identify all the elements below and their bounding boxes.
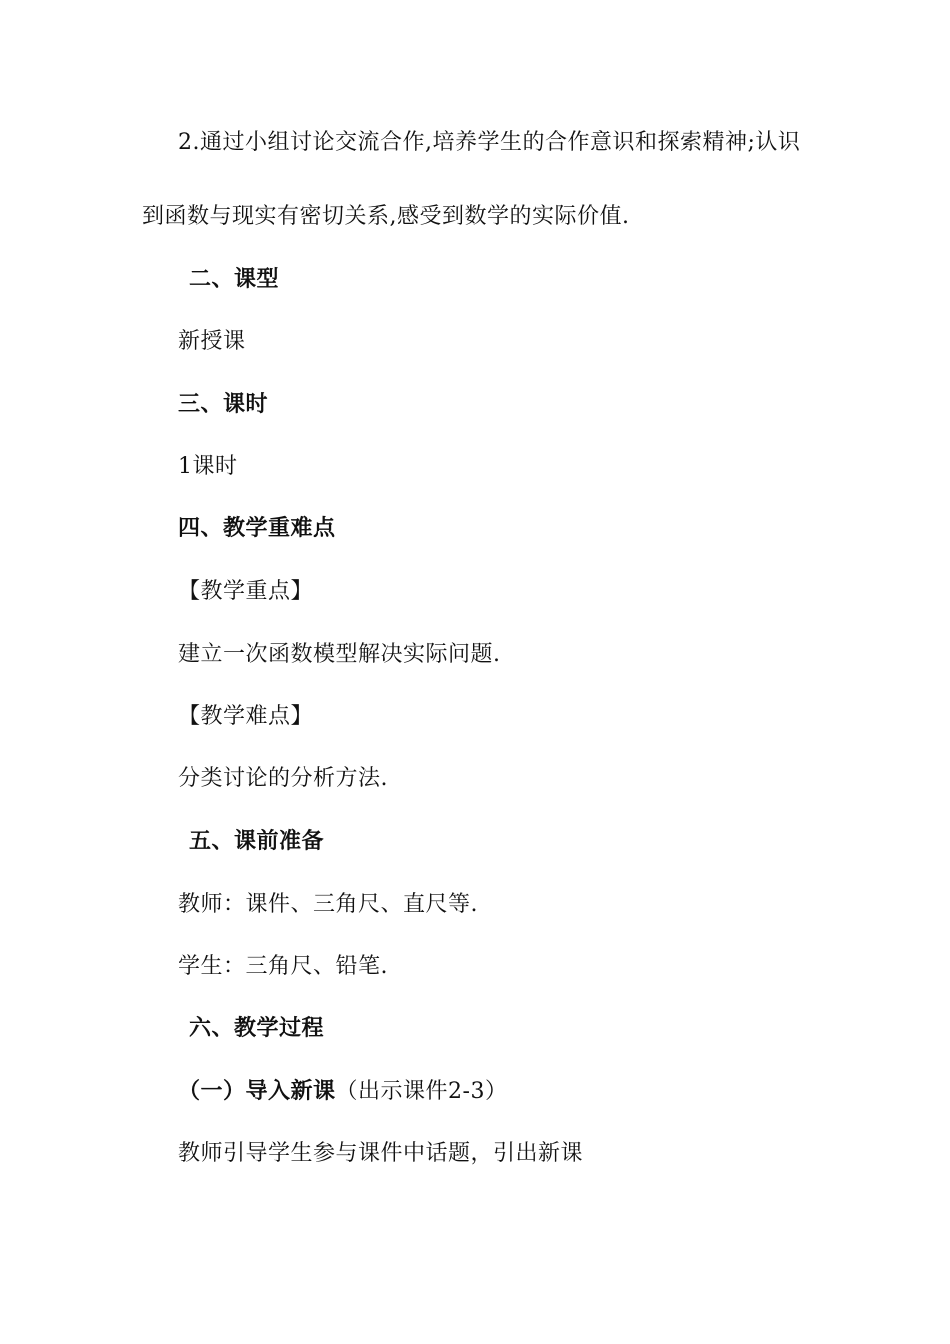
course-type-value: 新授课 [178,329,246,354]
teacher-preparation: 教师：课件、三角尺、直尺等. [178,892,478,917]
heading-preparation: 五、课前准备 [189,829,325,854]
heading-course-type: 二、课型 [189,267,280,292]
sub-heading-introduction-note: （出示课件2-3） [335,1079,508,1104]
difficult-points-content: 分类讨论的分析方法. [178,766,388,791]
sub-heading-introduction [178,1077,507,1107]
objective-line-2: 到函数与现实有密切关系,感受到数学的实际价值. [142,204,630,229]
heading-teaching-process: 六、教学过程 [189,1016,325,1041]
heading-key-difficult-points: 四、教学重难点 [178,516,336,541]
key-points-label: 【教学重点】 [178,579,314,604]
objective-line-1: 2.通过小组讨论交流合作,培养学生的合作意识和探索精神;认识 [178,130,801,155]
student-preparation: 学生：三角尺、铅笔. [178,954,388,979]
class-hours-value: 1课时 [178,454,238,479]
sub-heading-introduction-title: （一）导入新课 [178,1079,336,1104]
difficult-points-label: 【教学难点】 [178,704,314,729]
heading-class-hours: 三、课时 [178,392,269,417]
key-points-content: 建立一次函数模型解决实际问题. [178,642,501,667]
introduction-content: 教师引导学生参与课件中话题，引出新课 [178,1141,584,1166]
